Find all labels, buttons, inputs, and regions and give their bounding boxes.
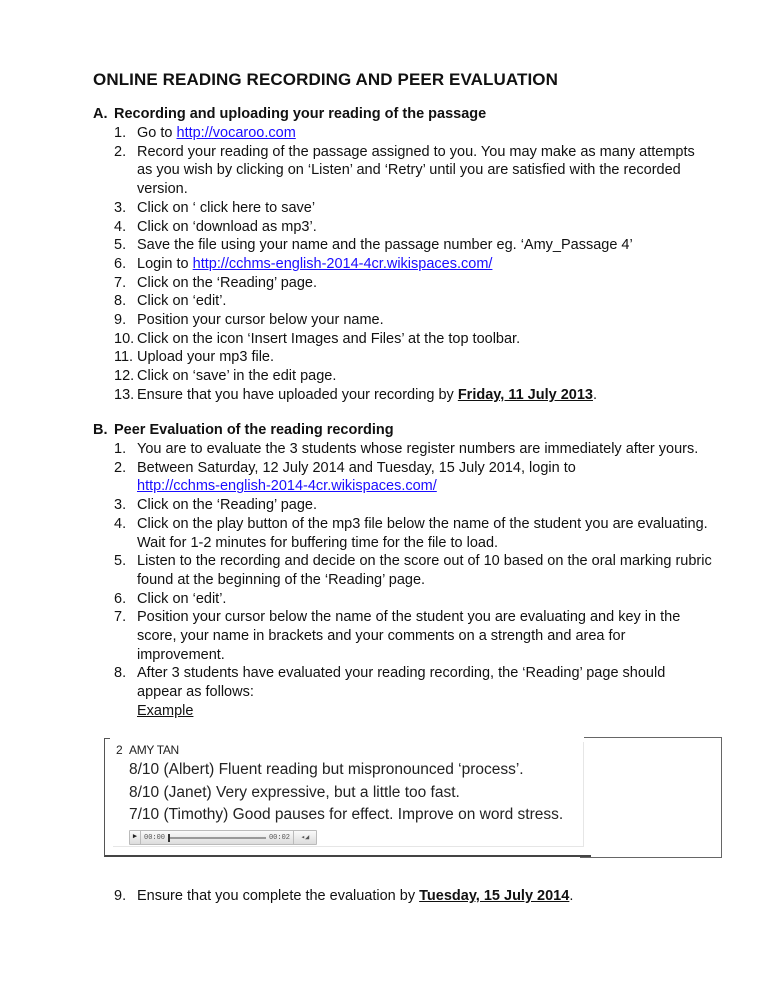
section-a (93, 105, 713, 405)
list-item (93, 608, 713, 664)
list-item (93, 459, 713, 496)
step-text-prefix: Ensure that you complete the evaluation by (137, 888, 420, 904)
list-item (93, 124, 713, 143)
list-item (93, 143, 713, 199)
step-text: Record your reading of the passage assigned to you. You may make as many attempts as you wish by clicking on ‘Listen’ and ‘Retry’ until you are satisfied with the recorded version. (137, 143, 695, 198)
example-label: Example (137, 702, 194, 719)
section-b-final-step (93, 887, 713, 906)
step-number: 1. (114, 441, 127, 457)
step-text: Position your cursor below the name of the student you are evaluating and key in the score, your name in brackets and your comments on a strength and area for improvement. (137, 609, 681, 663)
list-item (93, 496, 713, 515)
step-number: 13. (114, 386, 135, 403)
seek-thumb[interactable] (168, 834, 170, 842)
step-text: Position your cursor below your name. (137, 312, 384, 329)
step-text (137, 887, 713, 906)
audio-player[interactable] (129, 830, 317, 845)
step-text-prefix: Login to (137, 255, 193, 272)
step-text: Listen to the recording and decide on the score out of 10 based on the oral marking rubric found at the beginning of the ‘Reading’ page. (137, 553, 712, 588)
step-number: 5. (114, 553, 127, 570)
step-text: Click on ‘ click here to save’ (137, 199, 316, 216)
evaluation-line: 8/10 (Albert) Fluent reading but mispronounced ‘process’. (129, 761, 524, 778)
list-item (93, 292, 713, 311)
step-number: 7. (114, 274, 127, 291)
step-number: 9. (114, 888, 127, 904)
step-text: Click on the play button of the mp3 file below the name of the student you are evaluating. Wait for 1-2 minutes for buffering time for the file to load. (137, 515, 708, 551)
step-text (137, 255, 713, 274)
list-item (93, 236, 713, 255)
step-text (137, 386, 713, 405)
section-a-heading (93, 105, 713, 124)
section-b-heading (93, 421, 713, 440)
example-frame-right (584, 737, 722, 858)
step-number: 2. (114, 143, 127, 160)
register-number: 2 (116, 743, 123, 757)
list-item (93, 515, 713, 552)
section-letter: B. (93, 422, 108, 438)
step-number: 10. (114, 330, 135, 347)
step-text: Click on the ‘Reading’ page. (137, 497, 318, 514)
step-number: 4. (114, 218, 127, 235)
current-time: 00:00 (144, 833, 166, 842)
list-item (93, 664, 713, 720)
section-b (93, 421, 713, 721)
step-text: Click on ‘edit’. (137, 590, 227, 607)
section-heading-text: Peer Evaluation of the reading recording (114, 422, 394, 438)
step-number: 3. (114, 199, 127, 216)
step-number: 7. (114, 609, 127, 626)
section-heading-text: Recording and uploading your reading of the passage (114, 106, 487, 122)
example-entry-header (113, 742, 583, 759)
section-b-steps (93, 440, 713, 721)
step-text: Click on ‘edit’. (137, 293, 227, 310)
list-item (93, 386, 713, 405)
example-reading-page (113, 742, 584, 847)
play-icon[interactable]: ▶ (130, 831, 141, 844)
evaluation-line: 7/10 (Timothy) Good pauses for effect. Improve on word stress. (129, 806, 564, 823)
list-item (93, 440, 713, 459)
step-number: 8. (114, 665, 127, 682)
list-item (93, 330, 713, 349)
seek-bar[interactable] (168, 837, 266, 839)
section-letter: A. (93, 106, 108, 122)
step-text: Click on ‘save’ in the edit page. (137, 368, 337, 385)
step-text: Click on the ‘Reading’ page. (137, 274, 318, 291)
step-number: 4. (114, 515, 127, 532)
step-text: Click on ‘download as mp3’. (137, 218, 317, 235)
list-item (93, 348, 713, 367)
list-item (93, 367, 713, 386)
step-text-body: After 3 students have evaluated your reading recording, the ‘Reading’ page should appear as follows: (137, 665, 666, 701)
list-item (93, 552, 713, 589)
list-item (93, 887, 713, 906)
list-item (93, 218, 713, 237)
step-number: 2. (114, 459, 127, 476)
step-text-suffix: . (592, 386, 598, 403)
vocaroo-link[interactable]: http://vocaroo.com (176, 125, 296, 141)
upload-deadline: Friday, 11 July 2013 (457, 386, 593, 403)
step-number: 5. (114, 237, 127, 254)
page-title: ONLINE READING RECORDING AND PEER EVALUATION (93, 70, 558, 89)
step-number: 1. (114, 125, 127, 141)
step-text-prefix: Between Saturday, 12 July 2014 and Tuesday, 15 July 2014, login to (137, 459, 576, 476)
list-item (93, 590, 713, 609)
section-a-steps (93, 124, 713, 405)
step-text-prefix: Go to (137, 125, 177, 141)
wikispaces-link[interactable]: http://cchms-english-2014-4cr.wikispaces.com/ (192, 255, 493, 272)
example-screenshot (104, 738, 591, 857)
step-number: 6. (114, 255, 127, 272)
step-text: Click on the icon ‘Insert Images and Files’ at the top toolbar. (137, 330, 521, 347)
evaluation-line: 8/10 (Janet) Very expressive, but a little too fast. (129, 783, 460, 801)
list-item (93, 274, 713, 293)
wikispaces-link[interactable]: http://cchms-english-2014-4cr.wikispaces.com/ (137, 478, 437, 495)
step-number: 6. (114, 590, 127, 607)
step-number: 8. (114, 293, 127, 310)
volume-icon[interactable]: ◂◢ (293, 831, 316, 844)
list-item (93, 255, 713, 274)
step-text (137, 664, 713, 720)
step-text (137, 124, 713, 143)
step-number: 9. (114, 312, 127, 329)
step-text: You are to evaluate the 3 students whose register numbers are immediately after yours. (137, 441, 699, 457)
step-text: Upload your mp3 file. (137, 349, 275, 366)
list-item (93, 199, 713, 218)
step-text-prefix: Ensure that you have uploaded your recording by (137, 386, 458, 403)
step-text-suffix: . (569, 888, 574, 904)
step-text (137, 459, 713, 496)
step-number: 12. (114, 368, 135, 385)
duration: 00:02 (268, 833, 290, 842)
step-number: 11. (114, 349, 134, 366)
student-name: AMY TAN (129, 743, 179, 757)
step-text: Save the file using your name and the passage number eg. ‘Amy_Passage 4’ (137, 237, 633, 254)
step-number: 3. (114, 497, 127, 514)
evaluation-deadline: Tuesday, 15 July 2014 (419, 888, 570, 904)
section-b-steps-continued (93, 887, 713, 906)
list-item (93, 311, 713, 330)
